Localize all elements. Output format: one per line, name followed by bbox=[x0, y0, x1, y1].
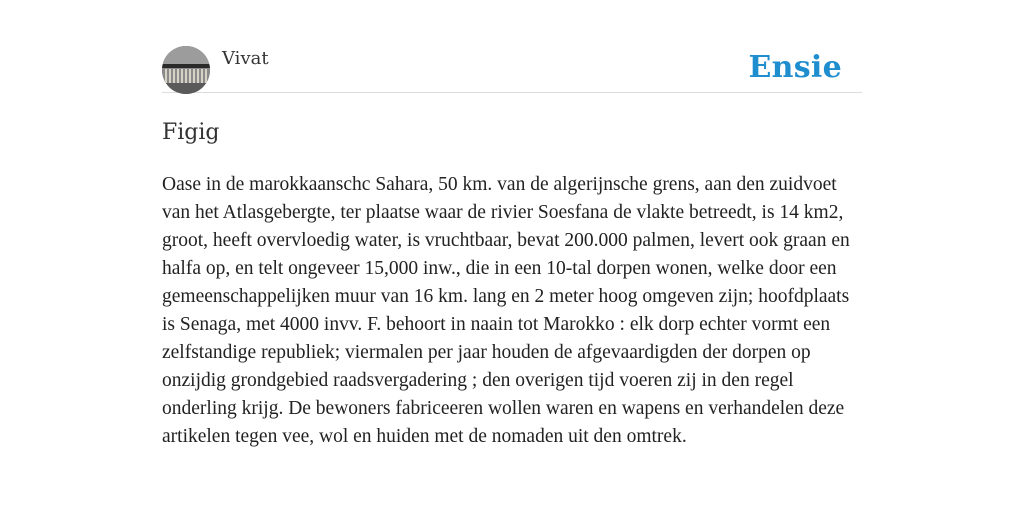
avatar-image bbox=[162, 46, 210, 94]
avatar[interactable] bbox=[162, 46, 210, 94]
article-body: Oase in de marokkaanschc Sahara, 50 km. van de algerijnsche grens, aan den zuidvoet van het Atlasgebergte, ter plaatse waar de rivier Soesfana de vlakte betreedt, is 14 km2, groot, heeft overvloedig water, is vruchtbaar, bevat 200.000 palmen, levert ook graan en halfa op, en telt ongeveer 15,000 inw., die in een 10-tal dorpen wonen, welke door een gemeenschappelijken muur van 16 km. lang en 2 meter hoog omgeven zijn; hoofdplaats is Senaga, met 4000 invv. F. behoort in naain tot Marokko : elk dorp echter vormt een zelfstandige republiek; viermalen per jaar houden de afgevaardigden der dorpen op onzijdig grondgebied raadsvergadering ; den overigen tijd voeren zij in den regel onderling krijg. De bewoners fabriceeren wollen waren en wapens en verhandelen deze artikelen tegen vee, wol en huiden met de nomaden uit den omtrek. bbox=[162, 174, 850, 447]
article-title: Figig bbox=[162, 120, 220, 145]
brand-logo[interactable]: Ensie bbox=[748, 50, 842, 85]
article-card bbox=[162, 46, 862, 451]
author-name[interactable]: Vivat bbox=[222, 48, 269, 69]
header bbox=[162, 46, 862, 93]
